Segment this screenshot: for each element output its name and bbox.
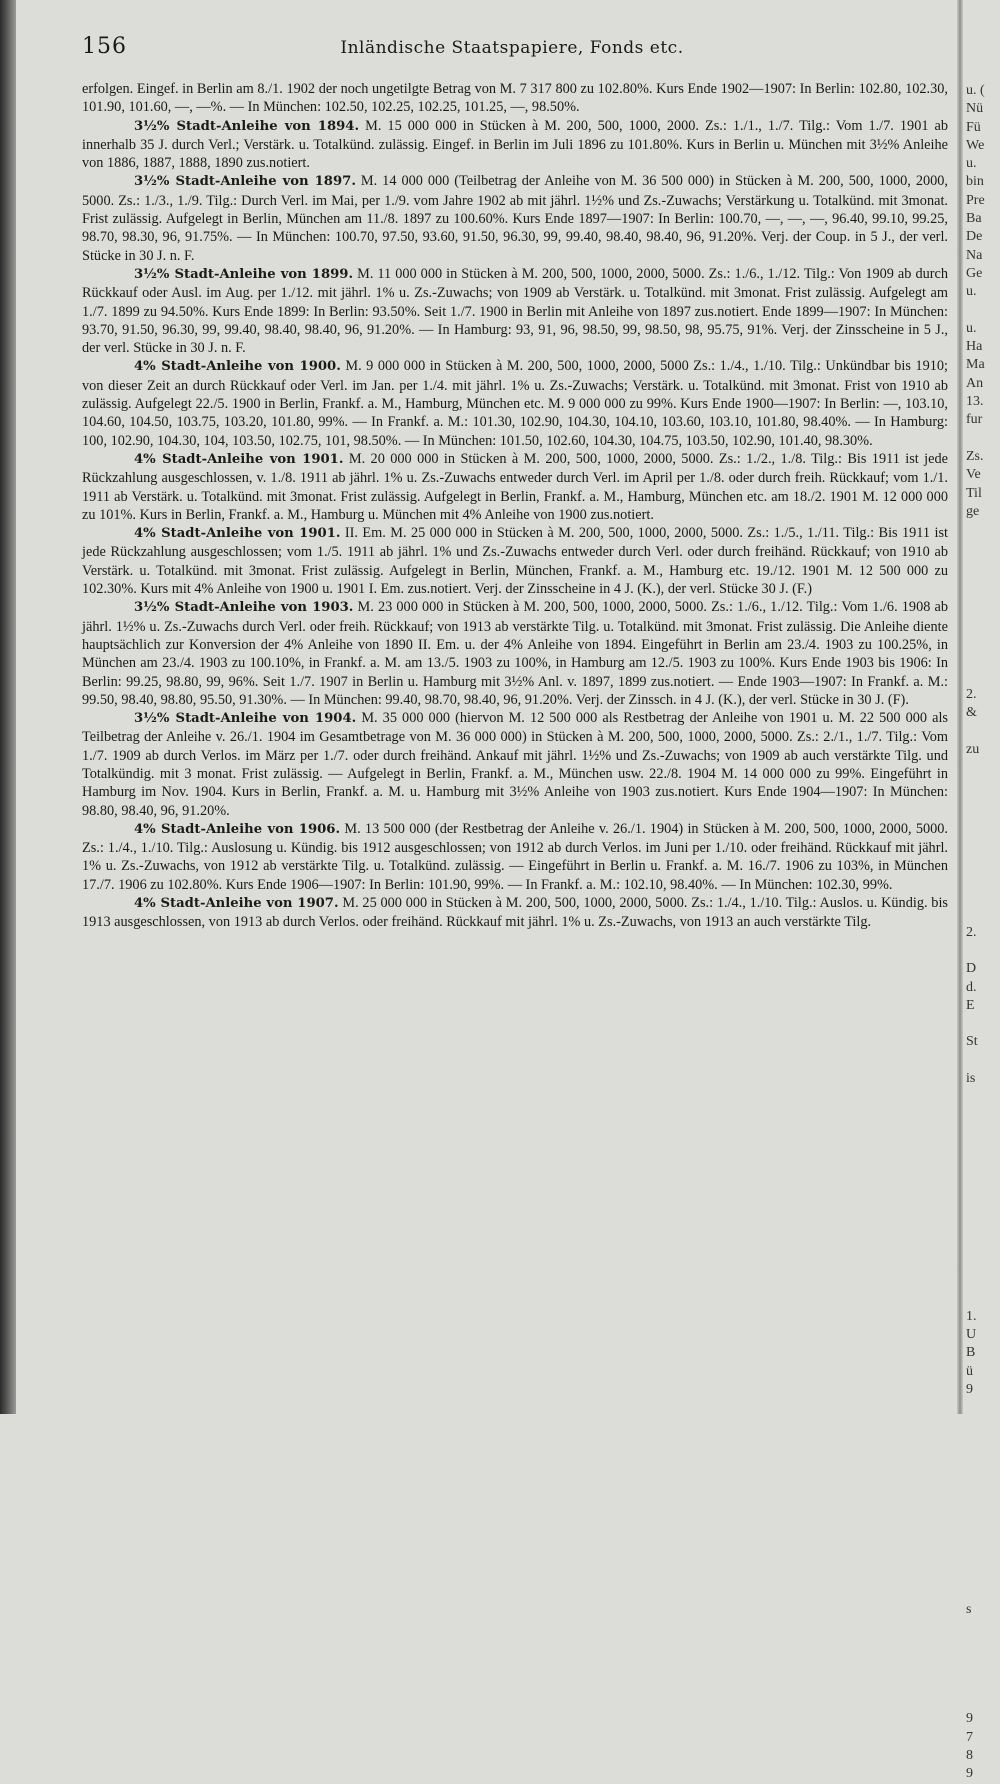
adjacent-fragment	[966, 521, 1000, 539]
bond-entry	[82, 357, 948, 449]
bond-entry-text: M. 13 500 000 (der Restbetrag der Anleihe v. 26./1. 1904) in Stücken à M. 200, 500, 1000, 2000, 5000. Zs.: 1./4., 1./10. Tilg.: Auslosung u. Kündig. bis 1912 ausgeschlossen; von 1912 ab durch Verlos. im Juni per 1./10. oder freihänd. Rückkauf mit jährl. 1% u. Zs.-Zuwachs, von 1912 ab verstärkte Tilg. u. Totalkünd. zulässig. — Eingeführt in Berlin u. Frankf. a. M. 16./7. 1906 zu 103%, in München 17./7. 1906 zu 102.80%. Kurs Ende 1906—1907: In Berlin: 101.90, 99%. — In Frankf. a. M.: 102.10, 98.40%. — In München: 102.30, 99%.	[82, 820, 948, 893]
adjacent-fragment: 2.	[966, 924, 977, 940]
adjacent-fragment	[966, 1180, 1000, 1198]
bond-entry-title: 3½% Stadt-Anleihe von 1894.	[134, 118, 360, 134]
adjacent-fragment: Zs.	[966, 448, 984, 464]
adjacent-fragment	[966, 777, 1000, 795]
bond-entry-title: 3½% Stadt-Anleihe von 1897.	[134, 174, 356, 190]
adjacent-fragment	[966, 1290, 1000, 1308]
adjacent-fragment	[966, 594, 1000, 612]
adjacent-fragment: ge	[966, 503, 980, 519]
adjacent-fragment: E	[966, 997, 975, 1013]
adjacent-fragment	[966, 1564, 1000, 1582]
page-number: 156	[82, 34, 127, 59]
adjacent-fragment	[966, 1143, 1000, 1161]
adjacent-fragment: bin	[966, 174, 984, 190]
adjacent-fragment: Til	[966, 485, 982, 501]
bond-entry-text: M. 25 000 000 in Stücken à M. 200, 500, 1000, 2000, 5000. Zs.: 1./4., 1./10. Tilg.: Auslos. u. Kündig. bis 1913 ausgeschlossen, von 1913 ab durch Verlos. oder freihänd. Rückkauf mit jährl. 1% u. Zs.-Zuwachs, von 1913 an auch verstärkte Tilg.	[82, 895, 948, 931]
adjacent-fragment: 1.	[966, 1308, 977, 1324]
adjacent-fragment	[966, 1107, 1000, 1125]
bond-entry-title: 3½% Stadt-Anleihe von 1903.	[134, 600, 354, 616]
running-title: Inländische Staatspapiere, Fonds etc.	[340, 38, 684, 58]
bond-entry	[82, 524, 948, 598]
adjacent-fragment: Ge	[966, 265, 983, 281]
adjacent-fragment	[966, 1619, 1000, 1637]
page-edge-shadow	[0, 0, 16, 1414]
bond-entry-title: 4% Stadt-Anleihe von 1907.	[134, 896, 339, 912]
adjacent-fragment	[966, 1674, 1000, 1692]
adjacent-fragment	[966, 1637, 1000, 1655]
adjacent-fragment	[966, 430, 1000, 448]
adjacent-fragment: &	[966, 705, 977, 721]
adjacent-fragment	[966, 814, 1000, 832]
bond-entry-text: M. 35 000 000 (hiervon M. 12 500 000 als Restbetrag der Anleihe von 1901 u. M. 22 500 000 als Teilbetrag der Anleihe v. 26./1. 1904 im Gesamtbetrage von M. 36 000 000) in Stücken à M. 200, 500, 1000, 2000, 5000. Zs.: 2./1., 1./7. Tilg.: Vom 1./7. 1909 ab durch Verlos. im März per 1./7. oder durch freihänd. Ankauf mit jährl. 1½% und Zs.-Zuwachs; von 1909 ab auch verstärkte Tilg. und Totalkündig. mit 3 monat. Frist zulässig. — Aufgelegt in Berlin, Frankf. a. M., München usw. 22./8. 1904 M. 14 000 000 zu 99%. Eingeführt in Hamburg im Nov. 1904. Kurs in Berlin, Frankf. a. M. u. Hamburg mit 3½% Anleihe von 1903 zus.notiert. Kurs Ende 1904—1907: In München: 98.80, 98.40, 96, 91.20%.	[82, 710, 948, 819]
adjacent-fragment	[966, 302, 1000, 320]
bond-entry-title: 4% Stadt-Anleihe von 1906.	[134, 821, 341, 837]
adjacent-fragment	[966, 1235, 1000, 1253]
adjacent-fragment	[966, 887, 1000, 905]
adjacent-fragment: u.	[966, 284, 977, 300]
adjacent-fragment	[966, 905, 1000, 923]
adjacent-fragment	[966, 942, 1000, 960]
adjacent-fragment: D	[966, 961, 977, 977]
adjacent-fragment	[966, 1546, 1000, 1564]
adjacent-fragment	[966, 576, 1000, 594]
adjacent-fragment: An	[966, 375, 984, 391]
adjacent-fragment	[966, 1399, 1000, 1417]
adjacent-fragment	[966, 1052, 1000, 1070]
bond-entry-text: M. 15 000 000 in Stücken à M. 200, 500, 1000, 2000. Zs.: 1./1., 1./7. Tilg.: Vom 1./7. 1901 ab innerhalb 35 J. durch Verl.; Verstärk. u. Totalkünd. zulässig. Eingef. in Berlin im Juli 1896 zu 101.80%. Kurs in Berlin u. München mit 3½% Anleihe von 1886, 1887, 1888, 1890 zus.notiert.	[82, 117, 949, 172]
adjacent-fragment	[966, 1582, 1000, 1600]
adjacent-fragment: 7	[966, 1729, 973, 1745]
adjacent-fragment	[966, 1527, 1000, 1545]
adjacent-fragment: 9	[966, 1711, 973, 1727]
adjacent-fragment	[966, 1436, 1000, 1454]
adjacent-fragment	[966, 1491, 1000, 1509]
bond-entry	[82, 172, 948, 264]
page-gutter	[957, 0, 963, 1414]
adjacent-fragment: 9	[966, 1382, 973, 1398]
adjacent-fragment: d.	[966, 979, 977, 995]
adjacent-fragment: Ba	[966, 211, 982, 227]
adjacent-fragment	[966, 1418, 1000, 1436]
adjacent-fragment: Ma	[966, 357, 985, 373]
bond-entry-text: M. 11 000 000 in Stücken à M. 200, 500, 1000, 2000, 5000. Zs.: 1./6., 1./12. Tilg.: Von 1909 ab durch Rückkauf oder Ausl. im Aug. per 1./12. mit jährl. 1% u. Zs.-Zuwachs; von 1909 ab Verstärk. u. Totalkünd. mit 3monat. Frist zulässig. Aufgelegt am 1./7. 1899 zu 94.50%. Kurs Ende 1899: In Berlin: 93.50%. Seit 1./7. 1900 in Berlin mit Anleihe von 1897 zus.notiert. Ende 1899—1907: In München: 93.70, 91.50, 96.30, 99, 99.40, 98.40, 98.40, 96, 91.20%. — In Hamburg: 93, 91, 96, 98.50, 99, 98.50, 98, 95.75, 91%. Verj. der Zinsscheine in 5 J., der verl. Stücke in 30 J. n. F.	[82, 265, 948, 357]
bond-entry-title: 3½% Stadt-Anleihe von 1899.	[134, 266, 354, 282]
adjacent-fragment	[966, 1656, 1000, 1674]
adjacent-fragment: zu	[966, 741, 980, 757]
adjacent-fragment	[966, 1015, 1000, 1033]
page-header	[82, 34, 942, 64]
bond-entry-text: erfolgen. Eingef. in Berlin am 8./1. 1902 der noch ungetilgte Betrag von M. 7 317 800 zu 102.80%. Kurs Ende 1902—1907: In Berlin: 102.80, 102.30, 101.90, 101.60, —, —%. — In München: 102.50, 102.25, 102.25, 101.25, —, 98.50%.	[82, 81, 948, 116]
bond-entry	[82, 117, 948, 173]
adjacent-fragment: Na	[966, 247, 983, 263]
bond-entry-title: 4% Stadt-Anleihe von 1900.	[134, 359, 341, 375]
adjacent-fragment: u. (	[966, 83, 985, 98]
adjacent-fragment	[966, 668, 1000, 686]
bond-entry-title: 4% Stadt-Anleihe von 1901.	[134, 526, 341, 542]
adjacent-fragment	[966, 649, 1000, 667]
adjacent-fragment: 13.	[966, 394, 984, 410]
adjacent-fragment	[966, 1253, 1000, 1271]
bond-entry	[82, 80, 948, 117]
bond-entry	[82, 894, 948, 932]
adjacent-fragment	[966, 1088, 1000, 1106]
bond-entry	[82, 450, 948, 524]
adjacent-fragment	[966, 832, 1000, 850]
adjacent-fragment	[966, 722, 1000, 740]
adjacent-fragment: 2.	[966, 686, 977, 702]
adjacent-fragment: B	[966, 1345, 976, 1361]
adjacent-fragment: We	[966, 137, 985, 153]
adjacent-fragment: 8	[966, 1748, 973, 1764]
adjacent-fragment	[966, 539, 1000, 557]
adjacent-fragment	[966, 850, 1000, 868]
bond-entry	[82, 598, 948, 709]
adjacent-fragment	[966, 558, 1000, 576]
adjacent-fragment	[966, 869, 1000, 887]
bond-entry-text: M. 23 000 000 in Stücken à M. 200, 500, 1000, 2000, 5000. Zs.: 1./6., 1./12. Tilg.: Vom 1./6. 1908 ab jährl. 1½% u. Zs.-Zuwachs durch Verl. oder freih. Rückkauf; von 1913 ab verstärkte Tilg. u. Totalkünd. mit 3monat. Frist zulässig. Die Anleihe diente hauptsächlich zur Konversion der 4% Anleihe von 1890 II. Em. u. der 4% Anleihe von 1894. Eingeführt in Berlin am 23./4. 1903 zu 100.25%, in München am 23./4. 1903 zu 100.10%, in Frankf. a. M. am 13./5. 1903 zu 100%, in Hamburg am 12./5. 1903 zu 100%. Kurs Ende 1903 bis 1906: In Berlin: 99.25, 98.80, 99, 96%. Seit 1./7. 1907 in Berlin u. Hamburg mit 3½% Anl. v. 1897, 1899 zus.notiert. — Ende 1903—1907: In Frankf. a. M.: 99.50, 98.40, 98.80, 95.50, 91.30%. — In München: 99.40, 98.70, 98.40, 96, 91.20%. Verj. der Zinssch. in 4 J. (K.), der verl. Stücke in 30 J. (F).	[82, 599, 949, 708]
bond-entry	[82, 709, 948, 820]
bond-entry-text: II. Em. M. 25 000 000 in Stücken à M. 200, 500, 1000, 2000, 5000. Zs.: 1./5., 1./11. Tilg.: Bis 1911 ist jede Rückzahlung ausgeschlossen; vom 1./5. 1911 ab jährl. 1% und Zs.-Zuwachs entweder durch Verl. oder durch freihänd. Rückkauf; von 1910 ab Verstärk. u. Totalkünd. mit 3monat. Frist zulässig. Aufgelegt in Berlin, München, Frankf. a. M., Hamburg etc. 19./12. 1901 M. 12 500 000 zu 102.30%. Kurs mit 4% Anleihe von 1900 u. 1901 I. Em. zus.notiert. Verj. der Zinsscheine in 4 J. (K.), der verl. Stücke 30 J. (F.)	[82, 525, 948, 598]
adjacent-fragment	[966, 796, 1000, 814]
bond-entry-text: M. 14 000 000 (Teilbetrag der Anleihe von M. 36 500 000) in Stücken à M. 200, 500, 1000, 2000, 5000. Zs.: 1./3., 1./9. Tilg.: Durch Verl. im Mai, per 1./9. vom Jahre 1902 ab mit jährl. 1½% und Zs.-Zuwachs; Verstärkung u. Totalkünd. mit 3monat. Frist zulässig. Aufgelegt in Berlin, München am 11./8. 1897 zu 100.60%. Kurs Ende 1897—1907: In Berlin: 100.70, —, —, —, 96.40, 99.10, 99.25, 98.70, 98.30, 96, 91.75%. — In München: 100.70, 97.50, 93.60, 91.50, 96.30, 99, 99.40, 98.40, 98.40, 96, 91.20%. Verj. der Coup. in 5 J., der verl. Stücke in 30 J. n. F.	[82, 173, 949, 264]
adjacent-fragment: St	[966, 1034, 978, 1050]
bond-entry-title: 3½% Stadt-Anleihe von 1904.	[134, 711, 357, 727]
adjacent-fragment: 9	[966, 1766, 973, 1782]
adjacent-fragment: u.	[966, 320, 977, 336]
adjacent-fragment: ü	[966, 1363, 973, 1379]
adjacent-fragment: fur	[966, 412, 983, 428]
adjacent-fragment: Fü	[966, 119, 981, 135]
adjacent-fragment: is	[966, 1071, 976, 1087]
adjacent-fragment: De	[966, 229, 983, 245]
adjacent-fragment: Ve	[966, 467, 981, 483]
adjacent-fragment	[966, 1454, 1000, 1472]
bond-entry	[82, 265, 948, 357]
adjacent-fragment	[966, 1509, 1000, 1527]
adjacent-fragment	[966, 1473, 1000, 1491]
adjacent-fragment: Nü	[966, 101, 984, 117]
adjacent-fragment	[966, 1125, 1000, 1143]
bond-entry	[82, 820, 948, 894]
adjacent-fragment	[966, 613, 1000, 631]
adjacent-fragment: s	[966, 1601, 972, 1617]
main-text-column	[82, 80, 948, 1400]
bond-entry-text: M. 9 000 000 in Stücken à M. 200, 500, 1000, 2000, 5000 Zs.: 1./4., 1./10. Tilg.: Unkündbar bis 1910; von dieser Zeit an durch Rückkauf oder Verl. im Jan. per 1./4. mit jährl. 1% u. Zs.-Zuwachs; Verstärk. u. Totalkünd. mit 3monat. Frist von 1910 ab zulässig. Aufgelegt 22./5. 1900 in Berlin, Frankf. a. M., Hamburg, München etc. M. 9 000 000 zu 99%. Kurs Ende 1900—1907: In Berlin: —, 103.10, 104.60, 104.50, 103.75, 103.20, 101.80, 99%. — In Frankf. a. M.: 101.30, 102.90, 104.30, 104.10, 103.60, 103.10, 101.80, 98.40%. — In Hamburg: 100, 102.90, 104.30, 104, 103.50, 102.75, 101, 98.50%. — In München: 101.50, 102.60, 104.30, 104.75, 103.50, 102.90, 101.40, 98.30%.	[82, 358, 948, 449]
adjacent-fragment	[966, 1162, 1000, 1180]
adjacent-fragment: Ha	[966, 339, 983, 355]
adjacent-fragment	[966, 759, 1000, 777]
adjacent-fragment: U	[966, 1327, 977, 1343]
adjacent-fragment	[966, 631, 1000, 649]
adjacent-fragment	[966, 1198, 1000, 1216]
adjacent-fragment: u.	[966, 156, 977, 172]
adjacent-fragment	[966, 1271, 1000, 1289]
bond-entry-text: M. 20 000 000 in Stücken à M. 200, 500, 1000, 2000, 5000. Zs.: 1./2., 1./8. Tilg.: Bis 1911 ist jede Rückzahlung ausgeschlossen, v. 1./8. 1911 ab jährl. 1% u. Zs.-Zuwachs entweder durch Verl. im April per 1./8. oder durch freih. Rückkauf; vom 1./1. 1911 ab Verstärk. u. Totalkünd. mit 3monat. Frist zulässig. Aufgelegt in Berlin, Frankf. a. M., Hamburg, München etc. am 18./2. 1901 M. 12 000 000 zu 101%. Kurs in Berlin, Frankf. a. M., Hamburg u. München mit 4% Anleihe von 1900 zus.notiert.	[82, 450, 948, 523]
adjacent-fragment	[966, 1692, 1000, 1710]
adjacent-fragment: Pre	[966, 192, 985, 208]
adjacent-fragment	[966, 1216, 1000, 1234]
bond-entry-title: 4% Stadt-Anleihe von 1901.	[134, 451, 344, 467]
adjacent-page-column	[966, 82, 1000, 1782]
